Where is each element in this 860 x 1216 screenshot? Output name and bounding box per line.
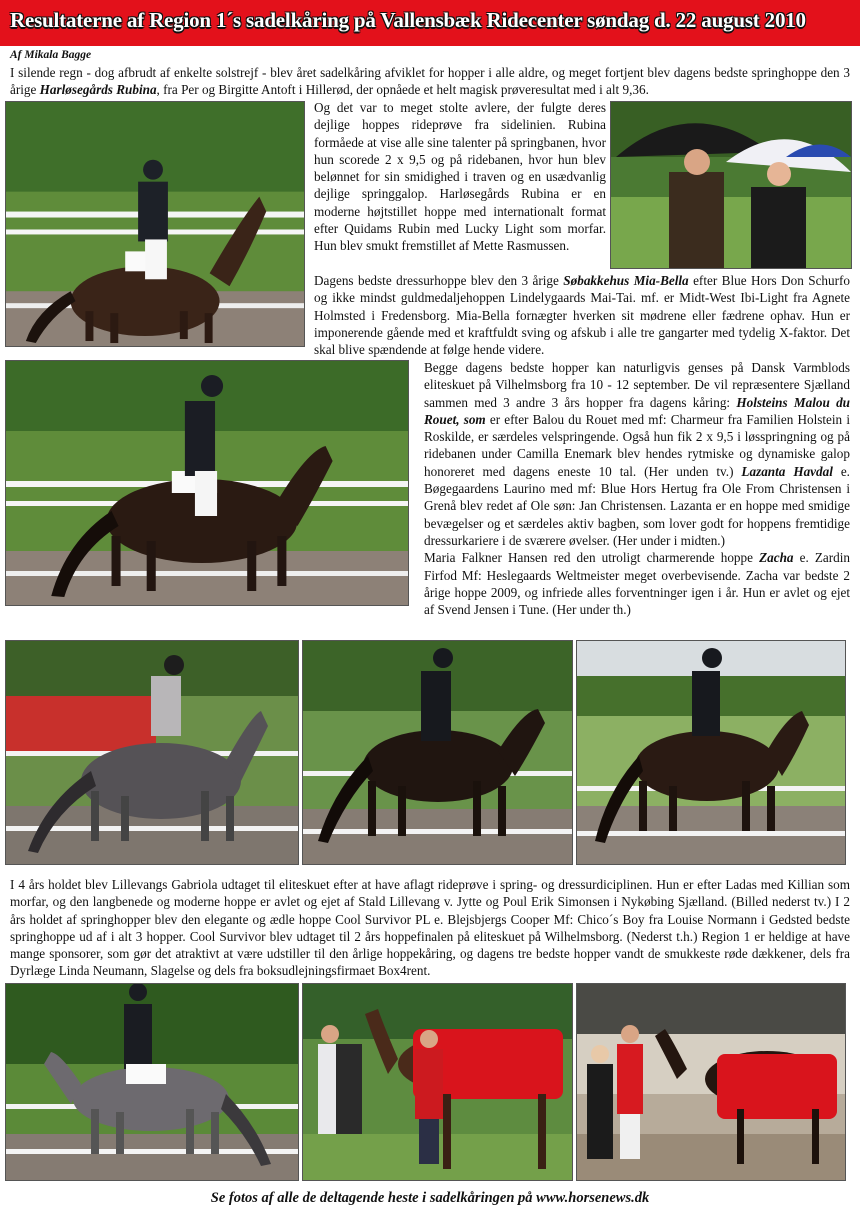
photo-gabriola-grey	[5, 983, 299, 1181]
zacha-highlight: Zacha	[759, 550, 794, 566]
paragraph-elite: Begge dagens bedste hopper kan naturligvis genses på Dansk Varmblods eliteskuet på Vilhelmsborg fra 10 - 12 september. De vil repræsentere Sjælland sammen med 3 andre 3 års hopper fra dagens kåring: Holsteins Malou du Rouet, som er efter Balou du Rouet med mf: Charmeur fra Familien Holstein i Roskilde, er særdeles velspringende. Også hun fik 2 x 9,5 i løsspringning og på ridebanen under Camilla Enemark blev hendes rytmiske og dynamiske galop honoreret med dagens eneste 10 tal. (Her unden tv.) Lazanta Havdal e. Bøgegaardens Laurino med mf: Blue Hors Hertug fra Ole From Christensen i Grenå blev redet af Ole søn: Jan Christensen. Lazanta er en hoppe med smidige bevægelser og et særdeles aktiv bagben, som lover godt for hoppens fremtidige dressurkariere i de sværere øvelser. (Her under i midten.) Maria Falkner Hansen red den utroligt charmerende hoppe Zacha e. Zardin Firfod Mf: Heslegaards Weltmeister meget overbevisende. Zacha var bedste 2 årige hoppe 2009, og infriede alles forventninger igen i år. Hun er avlet og ejet af Svend Jensen i Tune. (Her under th.)	[424, 360, 850, 618]
photo-zacha	[576, 640, 846, 865]
lazanta-highlight: Lazanta Havdal	[741, 463, 833, 479]
photo-mia-bella-trot	[5, 360, 409, 606]
photo-breeders-umbrellas	[610, 101, 852, 269]
photo-cool-survivor-ceremony	[576, 983, 846, 1181]
photo-malou-grey-rain	[5, 640, 299, 865]
photo-rubina-dressage	[5, 101, 305, 347]
paragraph-rubina: Og det var to meget stolte avlere, der fulgte deres dejlige hoppes rideprøve fra sidelinien. Rubina formåede at vise alle sine talenter på springbanen, hvor hun scorede 2 x 9,5 og på ridebanen, hvor hun blev belønnet for sin smidighed i traven og en usædvanlig dejlige springgalop. Harløsegårds Rubina er en moderne højtstillet hoppe med internationalt format efter Quidams Rubin med Lucky Light som morfar. Hun blev smukt fremstillet af Mette Rasmussen.	[314, 100, 606, 254]
byline: Af Mikala Bagge	[10, 49, 92, 61]
paragraph-dressage: Dagens bedste dressurhoppe blev den 3 årige Søbakkehus Mia-Bella efter Blue Hors Don Schurfo og ikke mindst guldmedaljehoppen Lindelygaards Mai-Tai. mf. er Midt-West Ibi-Light fra Agnete Holmsted i Fredensborg. Mia-Bella fornægter hverken sit mødrene eller fædrene ophav. Hun er imponerende gående med et kraftfuldt sving og afskub i alle tre gangarter med tydelig X-faktor. Det skal blive spændende at følge hende videre.	[314, 273, 850, 358]
footer-link-note: Se fotos af alle de deltagende heste i sadelkåringen på www.horsenews.dk	[210, 1190, 650, 1206]
paragraph-bottom: I 4 års holdet blev Lillevangs Gabriola udtaget til eliteskuet efter at have aflagt rideprøve i spring- og dressurdiciplinen. Hun er efter Ladas med Killian som morfar, og den langbenede og moderne hoppe er avlet og ejet af Stald Lillevang v. Jytte og Poul Erik Simonsen i Nykøbing Sjælland. (Billed nederst tv.) I 2 års holdet af springhopper blev den elegante og ædle hoppe Cool Survivor PL e. Blejsbjergs Cooper Mf: Chico´s Boy fra Louise Normann i Gedsted bedste springhoppe ud af i alt 3 hopper. Cool Survivor blev udtaget til 2 års hoppefinalen på eliteskuet på Wilhelmsborg. (Nederst t.h.) Region 1 er heldige at have mange sponsorer, som gør det atraktivt at være udstiller til den årlige hoppekåring, og dagens tre bedste hopper vandt de smukkeste røde dækkener, dels fra Dyrlæge Linda Neumann, Slagelse og dels fra boksudlejningsfirmaet Box4rent.	[10, 877, 850, 979]
photo-lazanta	[302, 640, 573, 865]
intro-highlight: Harløsegårds Rubina	[39, 82, 157, 98]
photo-red-blanket-ceremony	[302, 983, 573, 1181]
malou-highlight: Holsteins Malou du Rouet, som	[424, 394, 850, 427]
intro-paragraph: I silende regn - dog afbrudt af enkelte solstrejf - blev året sadelkåring afviklet for hopper i alle aldre, og meget fortjent blev dagens bedste springhoppe den 3 årige Harløsegårds Rubina, fra Per og Birgitte Antoft i Hillerød, der opnåede et helt magisk prøveresultat med i alt 9,36.	[10, 65, 850, 98]
page-title: Resultaterne af Region 1´s sadelkåring på Vallensbæk Ridecenter søndag d. 22 august 2010	[10, 8, 806, 32]
dressage-highlight: Søbakkehus Mia-Bella	[563, 273, 689, 288]
